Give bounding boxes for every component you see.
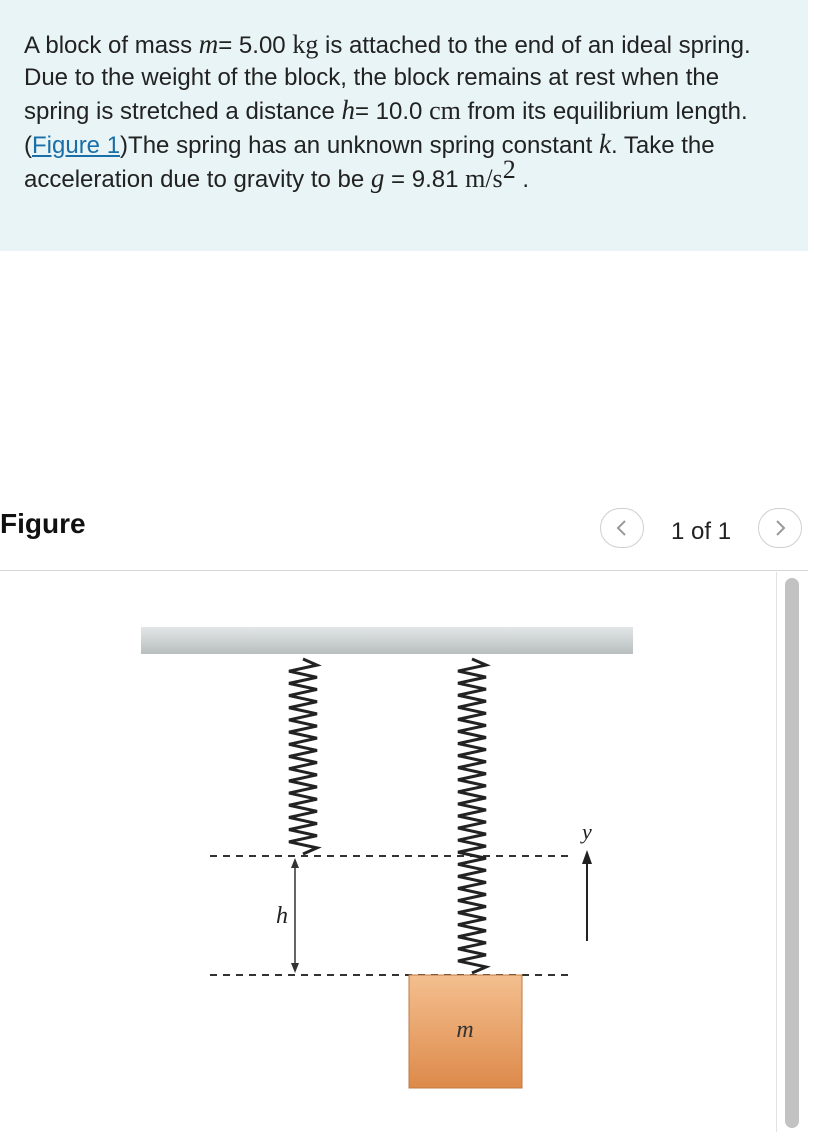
chevron-right-icon <box>773 518 787 538</box>
unstretched-spring <box>289 659 317 854</box>
problem-text: )The spring has an unknown spring constant <box>120 132 599 159</box>
problem-text: = 5.00 <box>218 32 293 59</box>
figure-header <box>0 500 808 571</box>
next-figure-button[interactable] <box>758 508 802 548</box>
h-arrowhead-top <box>291 858 299 868</box>
distance-unit: cm <box>429 96 461 125</box>
problem-text: is attached to the end of an ideal spring. Due to the weight of the block, the block remains at rest when the spring is stretched a distance <box>24 32 751 125</box>
spring-diagram <box>0 571 776 1132</box>
mass-variable: m <box>198 29 219 59</box>
y-axis-arrowhead <box>582 850 592 864</box>
mass-label: m <box>456 1017 474 1043</box>
figure-title: Figure <box>0 508 86 539</box>
previous-figure-button[interactable] <box>600 508 644 548</box>
h-label: h <box>276 903 288 929</box>
problem-statement <box>0 0 808 251</box>
problem-text: = 10.0 <box>355 98 430 125</box>
gravity-unit: m/s <box>465 164 503 193</box>
problem-text: A block of mass <box>24 32 199 59</box>
problem-text: = 9.81 <box>384 166 466 193</box>
chevron-left-icon <box>615 518 629 538</box>
spring-constant-variable: k <box>599 129 611 159</box>
problem-text: from its equilibrium length. ( <box>24 98 748 159</box>
stretched-spring <box>458 659 486 973</box>
figure-link[interactable]: Figure 1 <box>32 132 121 159</box>
figure-pager: 1 of 1 <box>671 518 732 545</box>
gravity-variable: g <box>370 163 385 193</box>
y-label: y <box>582 819 592 844</box>
mass-unit: kg <box>292 30 319 59</box>
figure-area <box>0 571 808 1132</box>
problem-text: . <box>515 166 530 193</box>
gravity-unit-exponent: 2 <box>502 155 516 184</box>
h-arrowhead-bottom <box>291 963 299 973</box>
problem-text: . Take the acceleration due to gravity to be <box>24 132 715 193</box>
scrollbar-thumb[interactable] <box>785 578 799 1128</box>
figure-scrollbar[interactable] <box>776 572 806 1132</box>
ceiling <box>141 627 633 654</box>
distance-variable: h <box>341 95 355 125</box>
